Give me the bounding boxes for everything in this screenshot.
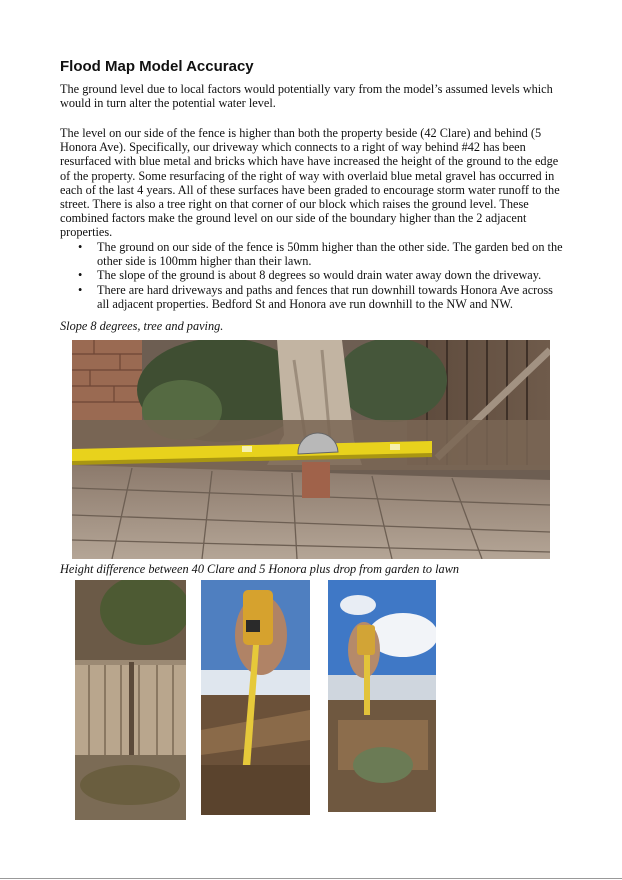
slope-photo	[72, 340, 550, 559]
bullet-text: The slope of the ground is about 8 degrees so would drain water away down the driveway.	[97, 268, 542, 283]
list-item	[60, 240, 565, 268]
list-item	[60, 283, 565, 311]
bullet-icon: •	[78, 240, 83, 254]
list-item	[60, 268, 565, 282]
bullet-icon: •	[78, 282, 83, 297]
details-paragraph: The level on our side of the fence is higher than both the property beside (42 Clare) and behind (5 Honora Ave). Specifically, our driveway which connects to a right of way behind #42 has been resurfaced with blue metal and bricks which have have increased the height of the ground to the edge of the property. Some resurfacing of the right of way with overlaid blue metal gravel has occurred in each of the last 4 years. All of these surfaces have been graded to encourage storm water runoff to the street. There is also a tree right on that corner of our block which raises the ground level. These combined factors make the ground level on our side of the boundary higher than the 2 adjacent properties.	[60, 126, 560, 240]
height-caption: Height difference between 40 Clare and 5 Honora plus drop from garden to lawn	[60, 562, 460, 576]
bullet-icon: •	[78, 268, 83, 283]
bullet-list	[60, 240, 565, 311]
tape-measure-photo-1	[201, 580, 310, 815]
tape-measure-photo-2	[328, 580, 436, 812]
page-title: Flood Map Model Accuracy	[60, 58, 254, 75]
fence-photo	[75, 580, 186, 820]
page-bottom-edge	[0, 878, 622, 879]
slope-caption: Slope 8 degrees, tree and paving.	[60, 319, 224, 333]
intro-paragraph: The ground level due to local factors would potentially vary from the model’s assumed levels which would in turn alter the potential water level.	[60, 82, 553, 111]
bullet-text: The ground on our side of the fence is 50mm higher than the other side. The garden bed on the other side is 100mm higher than their lawn.	[97, 240, 563, 269]
bullet-text: There are hard driveways and paths and fences that run downhill towards Honora Ave across all adjacent properties. Bedford St and Honora ave run downhill to the NW and NW.	[97, 282, 553, 311]
